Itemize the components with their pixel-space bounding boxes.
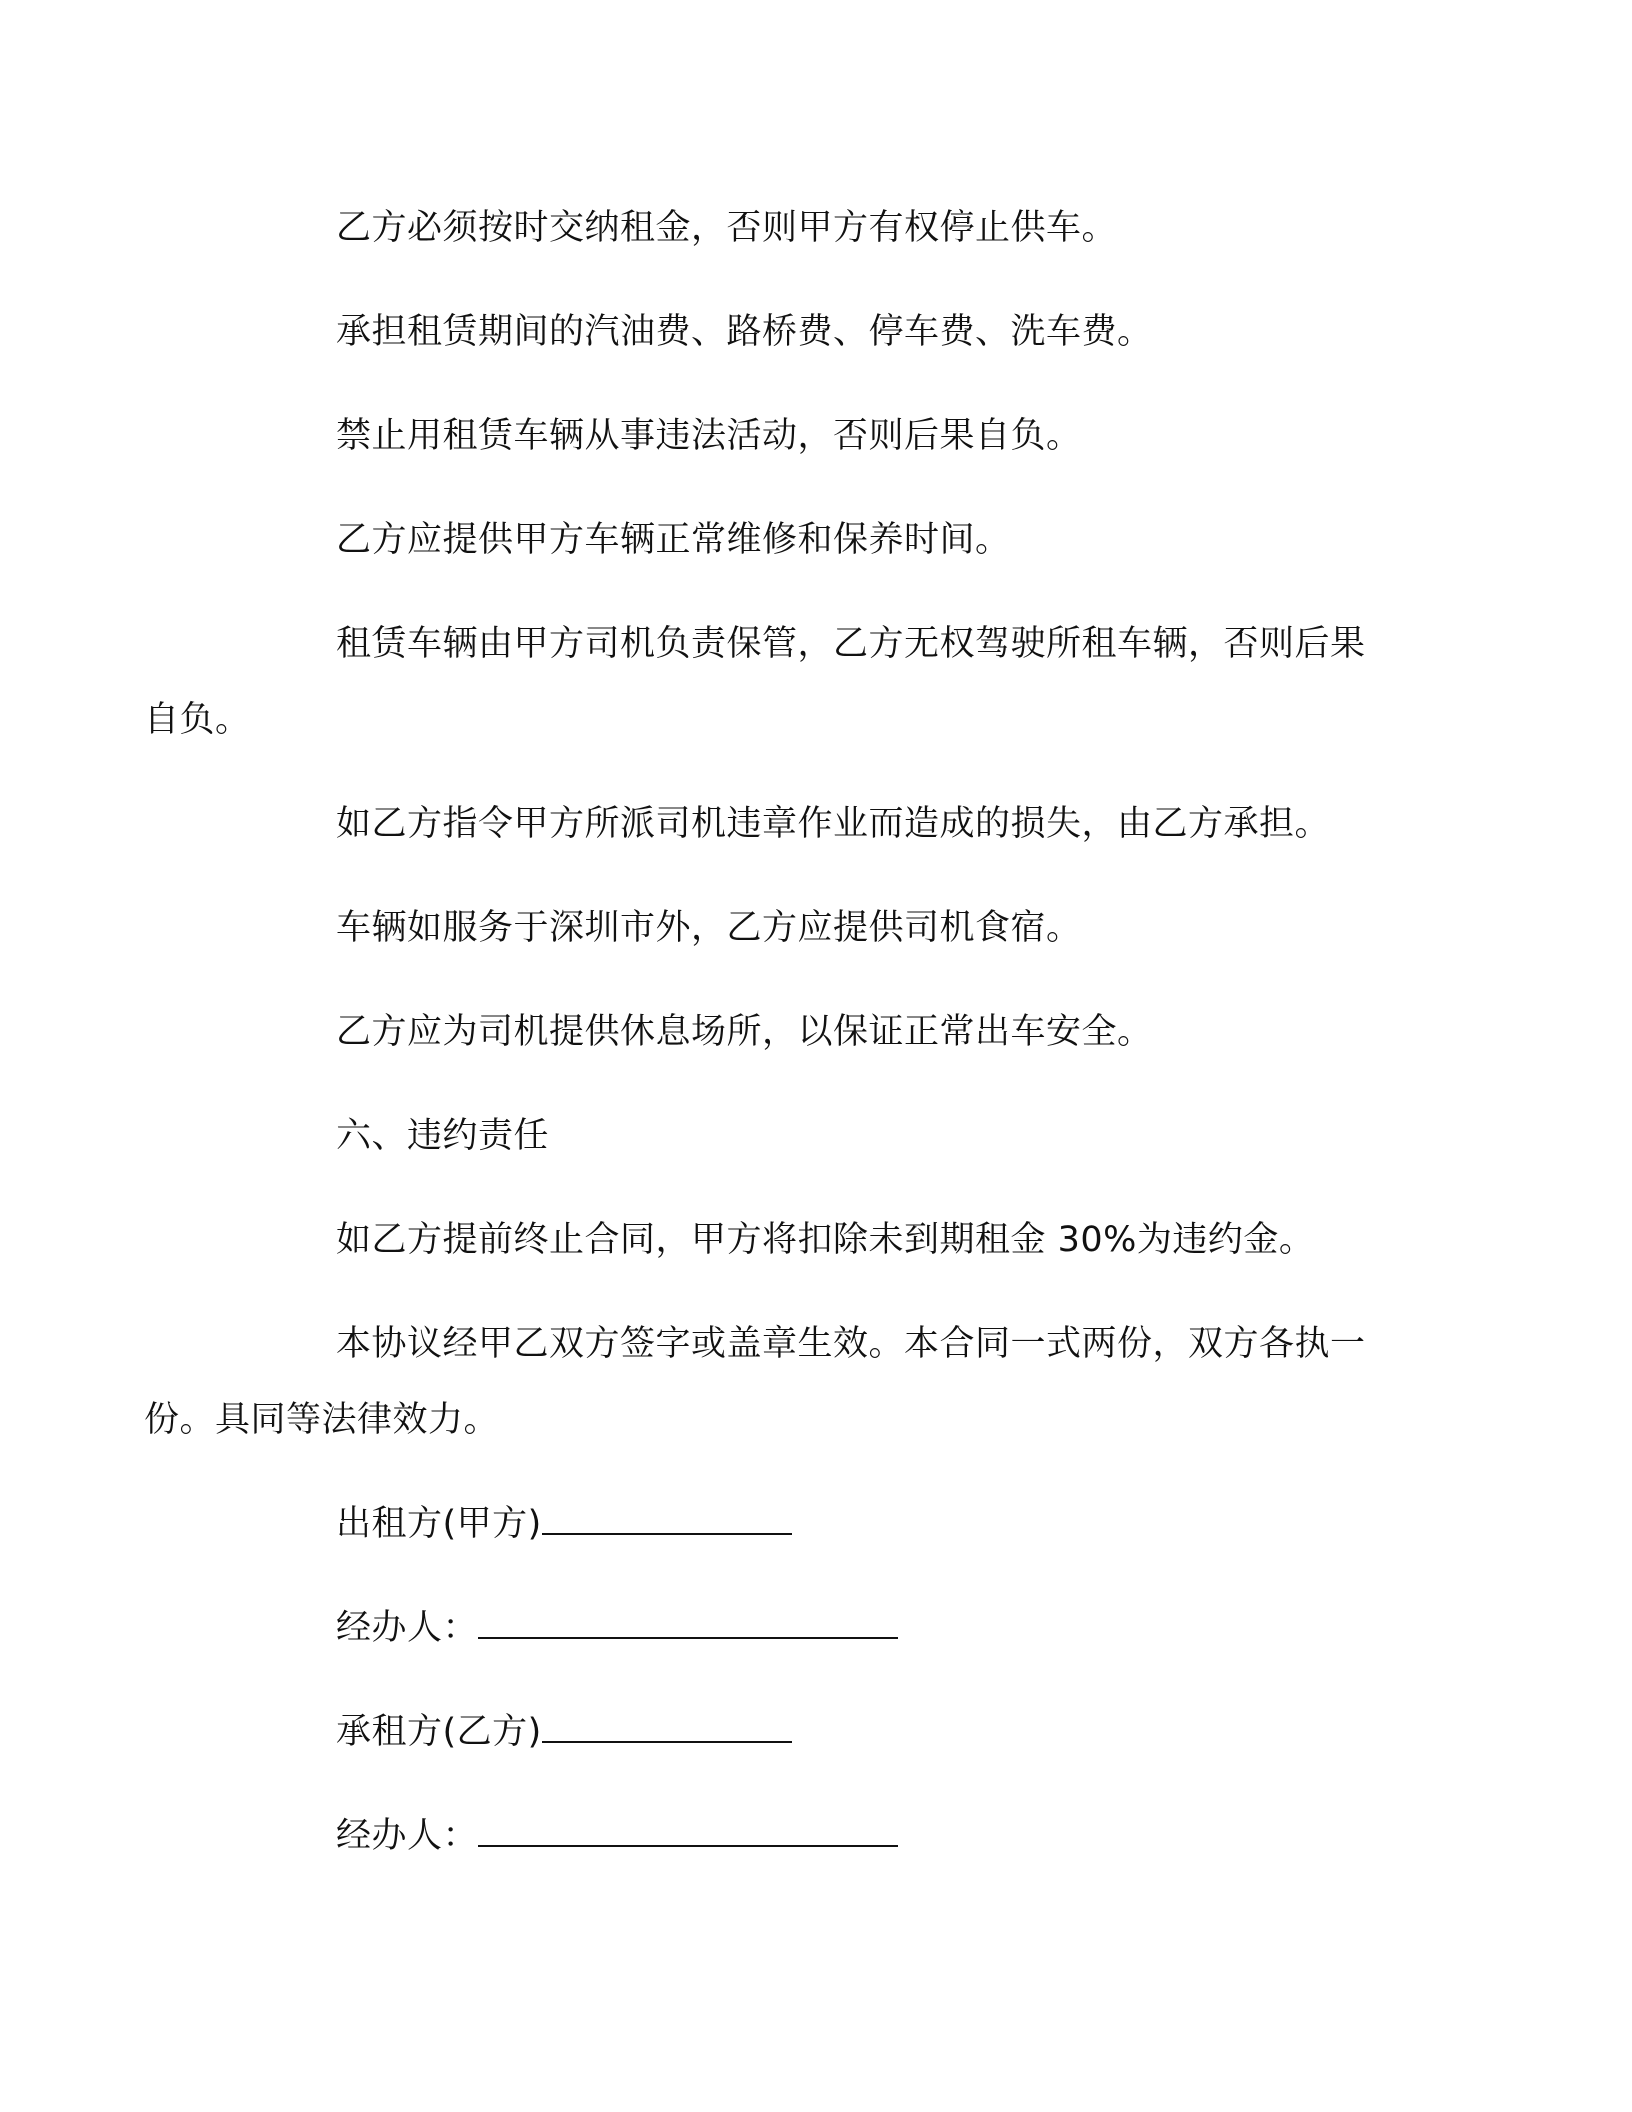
lessee-signature-line — [240, 1694, 1380, 1770]
clause-paragraph-2: 承担租赁期间的汽油费、路桥费、停车费、洗车费。 — [336, 312, 1153, 352]
breach-paragraph: 如乙方提前终止合同，甲方将扣除未到期租金 30%为违约金。 — [336, 1220, 1315, 1260]
document-body — [144, 190, 1380, 1902]
clause-paragraph-3: 禁止用租赁车辆从事违法活动，否则后果自负。 — [336, 416, 1082, 456]
clause-paragraph-7: 车辆如服务于深圳市外，乙方应提供司机食宿。 — [336, 908, 1082, 948]
effect-paragraph: 本协议经甲乙双方签字或盖章生效。本合同一式两份，双方各执一份。具同等法律效力。 — [144, 1324, 1366, 1440]
clause-paragraph-8: 乙方应为司机提供休息场所，以保证正常出车安全。 — [336, 1012, 1153, 1052]
lessee-label: 承租方(乙方) — [336, 1712, 542, 1752]
lessee-signature-blank — [542, 1711, 792, 1743]
section-heading: 六、违约责任 — [336, 1116, 550, 1156]
lessor-agent-blank — [478, 1607, 898, 1639]
clause-paragraph-1: 乙方必须按时交纳租金，否则甲方有权停止供车。 — [336, 208, 1118, 248]
lessee-agent-line — [240, 1798, 1380, 1874]
clause-paragraph-5: 租赁车辆由甲方司机负责保管，乙方无权驾驶所租车辆，否则后果自负。 — [144, 624, 1366, 740]
lessee-agent-blank — [478, 1815, 898, 1847]
clause-paragraph-4: 乙方应提供甲方车辆正常维修和保养时间。 — [336, 520, 1011, 560]
lessor-signature-line — [240, 1486, 1380, 1562]
lessor-agent-line — [240, 1590, 1380, 1666]
clause-paragraph-6: 如乙方指令甲方所派司机违章作业而造成的损失，由乙方承担。 — [336, 804, 1331, 844]
lessor-signature-blank — [542, 1503, 792, 1535]
lessor-label: 出租方(甲方) — [336, 1504, 542, 1544]
lessor-agent-label: 经办人： — [336, 1608, 479, 1648]
lessee-agent-label: 经办人： — [336, 1816, 479, 1856]
